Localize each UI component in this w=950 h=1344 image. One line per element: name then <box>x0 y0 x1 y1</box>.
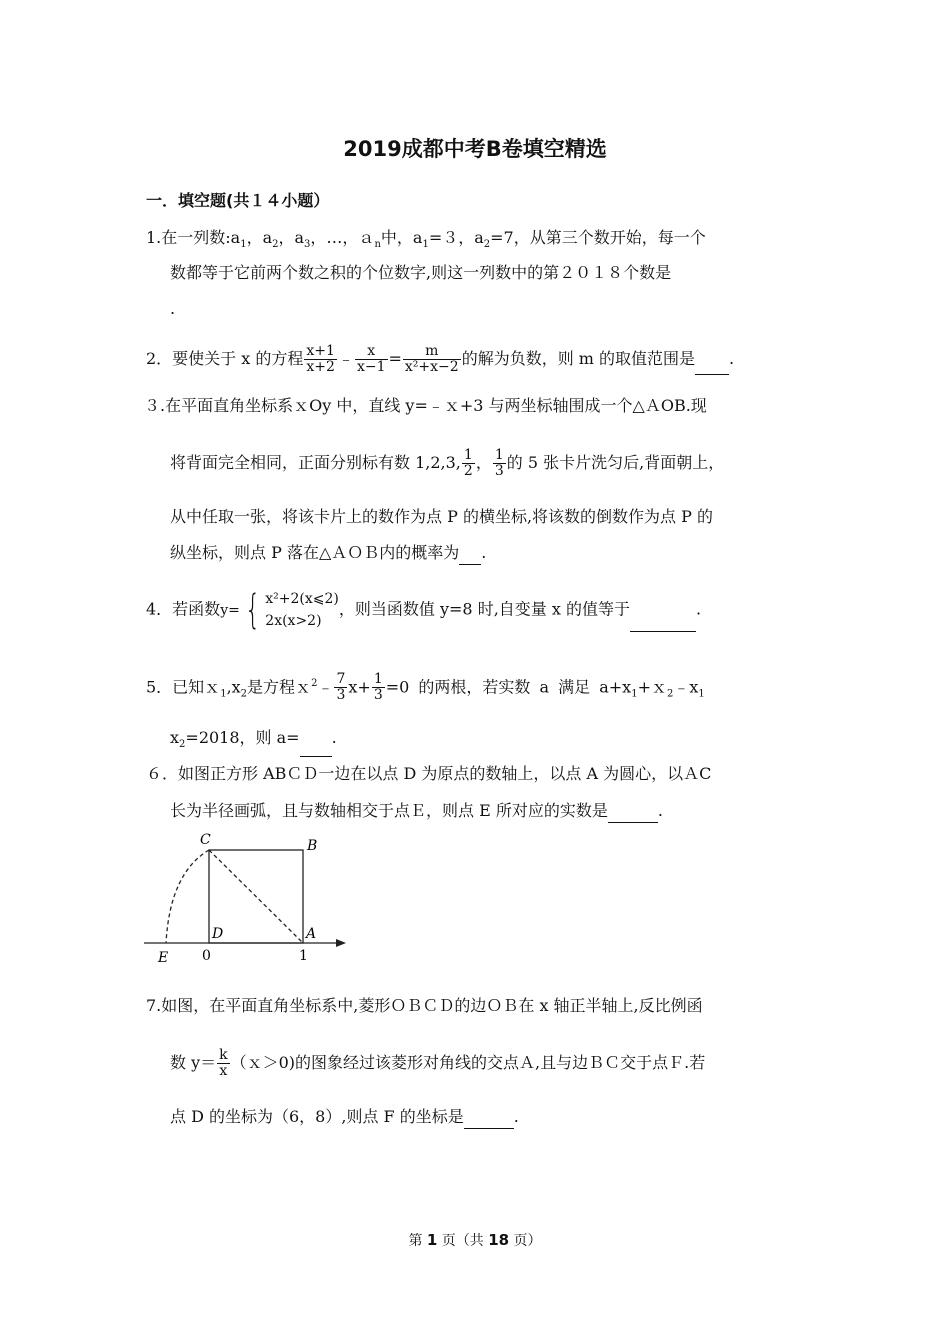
question-6-line-1: ６．如图正方形 ABＣＤ一边在以点 D 为原点的数轴上，以点 A 为圆心，以ＡC <box>146 764 712 783</box>
page-footer: 第 1 页（共 18 页） <box>408 1231 542 1249</box>
piecewise-cases: x²+2(x⩽2) 2x(x>2) <box>265 591 339 629</box>
question-3-line-1: ３.在平面直角坐标系ｘOy 中，直线 y=﹣ｘ+3 与两坐标轴围成一个△ＡOB.现 <box>144 396 707 415</box>
square-number-line-figure <box>140 828 360 968</box>
label-d: D <box>212 926 224 942</box>
label-one: 1 <box>299 948 308 964</box>
question-4: 4．若函数y= { x²+2(x⩽2) 2x(x>2) ，则当函数值 y=8 时,自变量 x 的值等于 . <box>146 587 702 633</box>
fraction: $\frac{m}{\text{x²+x−2}}$ <box>404 343 459 375</box>
question-3-line-4: 纵坐标，则点 P 落在△ＡＯＢ内的概率为 . <box>170 541 486 565</box>
question-3-line-2: 将背面完全相同，正面分别标有数 1,2,3, $\frac{1}{2}$ ， $\frac{1}{3}$ 的 5 张卡片洗匀后,背面朝上， <box>170 447 725 479</box>
answer-blank[interactable] <box>459 548 481 565</box>
fraction: $\frac{7}{3}$ <box>336 671 346 704</box>
answer-blank[interactable] <box>695 358 729 375</box>
question-2: 2．要使关于 x 的方程 $\frac{x+1}{x+2}$ ﹣ $\frac{x}{x-1}$ = $\frac{m}{\text{x²+x−2}}$ 的解为负数，则 m 的取值范围是 . <box>146 343 735 375</box>
label-zero: 0 <box>202 948 211 964</box>
question-3-line-3: 从中任取一张，将该卡片上的数作为点 P 的横坐标,将该数的倒数作为点 P 的 <box>170 507 713 526</box>
question-5-line-1: 5．已知$x_1,x_2$是方程ｘ$^2$﹣ $\frac{7}{3}$ x+ $\frac{1}{3}$ =0 的两根，若实数 a 满足 $a+x_1+x_2﹣x_1$ <box>146 671 705 704</box>
question-7-line-2: 数 y＝ $\frac{k}{x}$ （ｘ＞0)的图象经过该菱形对角线的交点Ａ,且与边ＢＣ交于点Ｆ.若 <box>170 1047 706 1079</box>
question-1-line-3: . <box>170 299 176 318</box>
label-b: B <box>307 838 318 854</box>
answer-blank[interactable] <box>630 615 696 632</box>
question-7-line-1: 7.如图，在平面直角坐标系中,菱形ＯＢＣＤ的边ＯＢ在 x 轴正半轴上,反比例函 <box>146 996 703 1015</box>
label-c: C <box>200 832 211 848</box>
question-1-line-2: 数都等于它前两个数之积的个位数字,则这一列数中的第２０１８个数是 <box>170 263 672 282</box>
fraction: $\frac{1}{3}$ <box>373 671 383 704</box>
answer-blank[interactable] <box>300 740 332 757</box>
arc <box>166 850 209 943</box>
fraction: $\frac{x+1}{x+2}$ <box>306 343 335 375</box>
section-heading: 一．填空题(共１４小题） <box>146 191 330 210</box>
question-6-line-2: 长为半径画弧，且与数轴相交于点Ｅ，则点 E 所对应的实数是 . <box>170 799 663 823</box>
brace-icon: { <box>244 587 261 633</box>
fraction: $\frac{x}{x-1}$ <box>356 343 386 375</box>
label-a: A <box>306 926 317 942</box>
answer-blank[interactable] <box>608 806 658 823</box>
label-e: E <box>158 950 169 966</box>
question-7-line-3: 点 D 的坐标为（6，8）,则点 F 的坐标是 . <box>170 1105 519 1129</box>
fraction: $\frac{1}{3}$ <box>494 447 504 479</box>
arrow-icon <box>336 939 346 947</box>
fraction: $\frac{k}{x}$ <box>219 1047 228 1079</box>
fraction: $\frac{1}{2}$ <box>463 447 473 479</box>
page-title: 2019成都中考B卷填空精选 <box>343 137 607 161</box>
question-1-line-1: 1.在一列数$:a_1$，$a_2$，$a_3$，…，ａ$_n$中，$a_1=3$，$a_2=7$，从第三个数开始，每一个 <box>146 228 706 251</box>
answer-blank[interactable] <box>464 1112 514 1129</box>
question-5-line-2: $x_2=2018$，则 a= . <box>170 726 337 757</box>
